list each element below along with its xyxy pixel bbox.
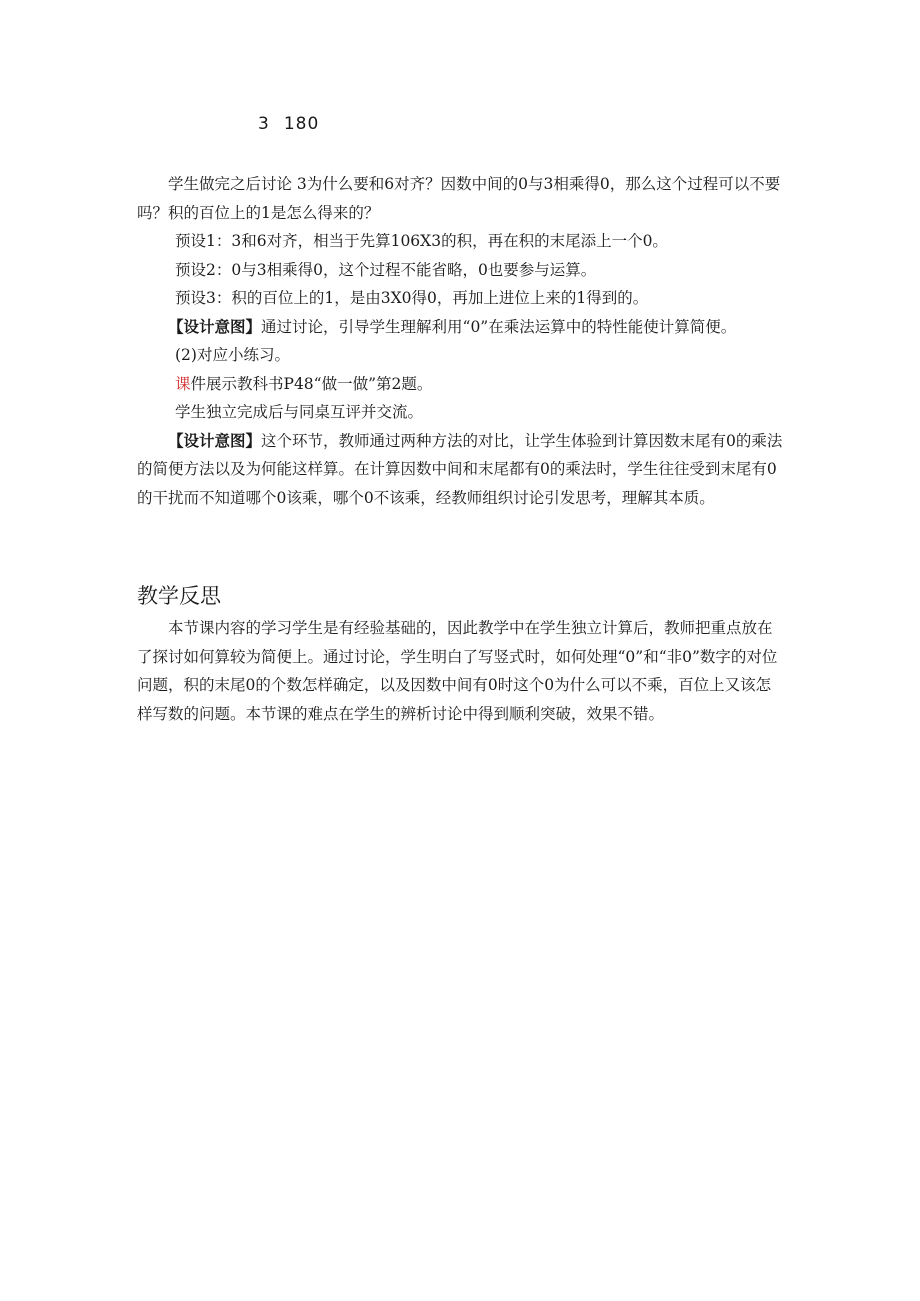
courseware-line <box>137 370 783 399</box>
courseware-rest: 件展示教科书P48“做一做”第2题。 <box>190 374 433 393</box>
reflection-body <box>137 614 783 728</box>
preset-1: 预设1：3和6对齐，相当于先算106X3的积，再在积的末尾添上一个0。 <box>175 232 668 250</box>
exchange-line: 学生独立完成后与同桌互评并交流。 <box>175 403 424 421</box>
design-intent-label: 【设计意图】 <box>168 316 262 336</box>
preset-3: 预设3：积的百位上的1，是由3X0得0，再加上进位上来的1得到的。 <box>175 289 649 307</box>
design-intent-text: 通过讨论，引导学生理解利用“0”在乘法运算中的特性能使计算简便。 <box>261 317 737 336</box>
discussion-paragraph: 学生做完之后讨论 3为什么要和6对齐？因数中间的0与3相乘得0，那么这个过程可以不要吗？积的百位上的1是怎么得来的？ <box>137 175 781 222</box>
design-intent-1 <box>137 313 783 342</box>
lesson-body <box>137 170 783 512</box>
preset-2: 预设2：0与3相乘得0，这个过程不能省略，0也要参与运算。 <box>175 260 597 279</box>
design-intent-text: 这个环节，教师通过两种方法的对比，让学生体验到计算因数末尾有0的乘法的简便方法以及为何能这样算。在计算因数中间和末尾都有0的乘法时，学生往往受到末尾有0的干扰而不知道哪个0该乘，哪个0不该乘，经教师组织讨论引发思考，理解其本质。 <box>137 431 783 507</box>
calc-left-digit: 3 <box>258 114 270 134</box>
calc-right-number: 180 <box>283 114 320 134</box>
practice-title: (2)对应小练习。 <box>175 346 290 364</box>
courseware-first-char: 课 <box>175 374 191 393</box>
section-title-reflection: 教学反思 <box>137 584 221 608</box>
design-intent-label: 【设计意图】 <box>168 430 262 450</box>
vertical-calculation-row <box>258 114 319 134</box>
reflection-paragraph: 本节课内容的学习学生是有经验基础的，因此教学中在学生独立计算后，教师把重点放在了探讨如何算较为简便上。通过讨论，学生明白了写竖式时，如何处理“0”和“非0”数字的对位问题，积的末尾0的个数怎样确定，以及因数中间有0时这个0为什么可以不乘，百位上又该怎样写数的问题。本节课的难点在学生的辨析讨论中得到顺利突破，效果不错。 <box>137 619 778 723</box>
design-intent-2 <box>137 427 783 513</box>
